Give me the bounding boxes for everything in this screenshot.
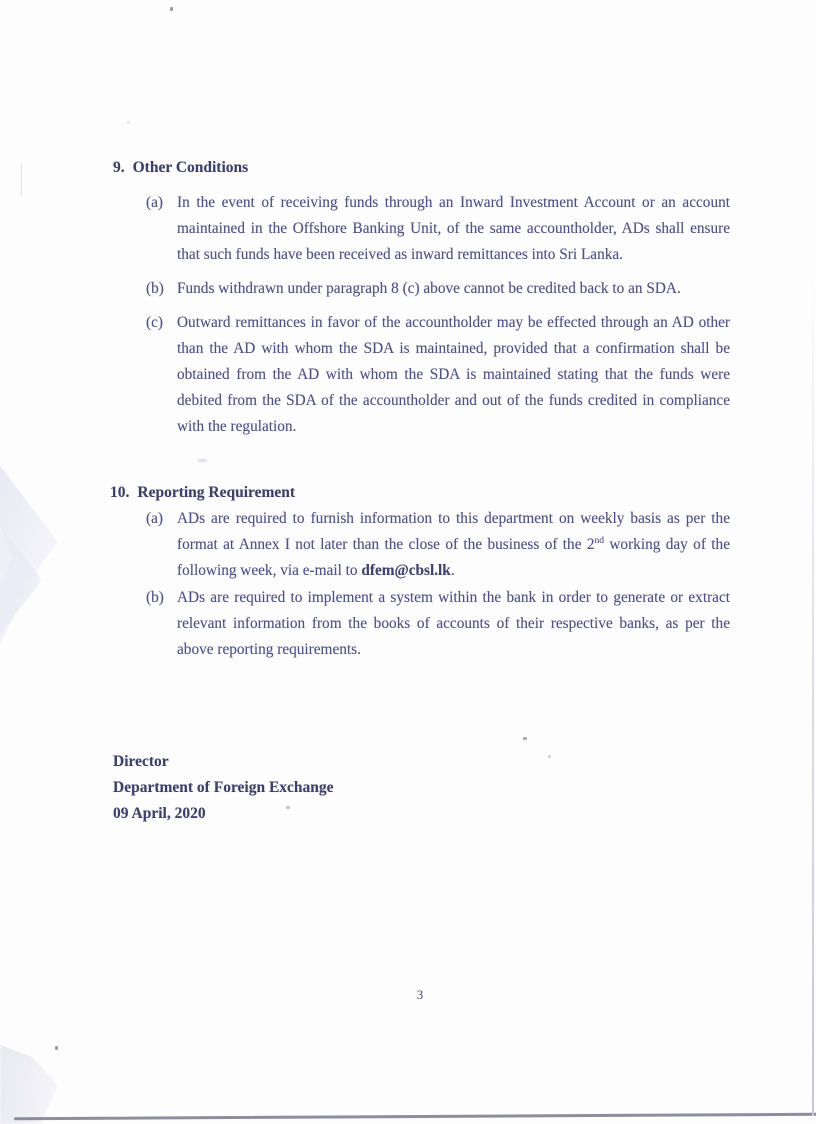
list-item-9b-text: Funds withdrawn under paragraph 8 (c) above cannot be credited back to an SDA. bbox=[177, 280, 681, 297]
scan-crease-artifact-inner bbox=[0, 520, 42, 640]
list-item-9b bbox=[146, 276, 730, 302]
list-item-9a-marker: (a) bbox=[146, 194, 163, 211]
scan-left-mark bbox=[21, 163, 22, 196]
list-item-9c-marker: (c) bbox=[146, 314, 163, 331]
section-10-number: 10. bbox=[110, 484, 130, 501]
scan-speck bbox=[523, 737, 527, 740]
list-item-10a bbox=[146, 506, 730, 584]
section-9-heading bbox=[113, 155, 248, 181]
list-item-10a-text-post: . bbox=[450, 562, 455, 579]
list-item-9c-text: Outward remittances in favor of the accountholder may be effected through an AD other than the AD with whom the SDA is maintained, provided that a confirmation shall be obtained from the AD with whom the SDA is maintained stating that the funds were debited from the SDA of the accountholder and out of the funds credited in compliance with the regulation. bbox=[177, 314, 730, 435]
list-item-10a-marker: (a) bbox=[146, 510, 163, 527]
signature-title: Director bbox=[113, 753, 169, 770]
list-item-10b bbox=[146, 585, 730, 663]
signature-date: 09 April, 2020 bbox=[113, 805, 206, 822]
list-item-9a bbox=[146, 190, 730, 268]
scan-speck bbox=[170, 7, 173, 11]
scan-page-edge-line bbox=[14, 1113, 816, 1120]
signature-block bbox=[113, 749, 334, 827]
ordinal-superscript: nd bbox=[594, 535, 605, 546]
list-item-10a-text-mid: working day of the following week, via e-mail to bbox=[177, 536, 730, 579]
list-item-10a-text-pre: ADs are required to furnish information to this department on weekly basis as per the format at Annex I not later than the close of the business of the 2 bbox=[177, 510, 730, 553]
scan-bottom-area bbox=[0, 1117, 816, 1124]
scan-corner-shadow bbox=[0, 1038, 58, 1124]
signature-department: Department of Foreign Exchange bbox=[113, 779, 334, 796]
list-item-9b-marker: (b) bbox=[146, 280, 164, 297]
section-9-number: 9. bbox=[113, 159, 125, 176]
scan-speck bbox=[198, 459, 207, 462]
section-10-heading bbox=[110, 480, 295, 506]
scan-crease-artifact bbox=[0, 458, 58, 658]
list-item-9a-text: In the event of receiving funds through an Inward Investment Account or an account maintained in the Offshore Banking Unit, of the same accountholder, ADs shall ensure that such funds have been received as inward remittances into Sri Lanka. bbox=[177, 194, 730, 263]
page-number: 3 bbox=[416, 987, 424, 1002]
scan-speck bbox=[548, 755, 551, 758]
list-item-9c bbox=[146, 310, 730, 440]
list-item-10b-text: ADs are required to implement a system within the bank in order to generate or extract relevant information from the books of accounts of their respective banks, as per the above reporting requirements. bbox=[177, 589, 730, 658]
email-address: dfem@cbsl.lk bbox=[361, 562, 451, 579]
list-item-10b-marker: (b) bbox=[146, 589, 164, 606]
section-10-title: Reporting Requirement bbox=[137, 484, 296, 501]
scan-speck bbox=[55, 1046, 58, 1050]
section-9-title: Other Conditions bbox=[132, 159, 249, 176]
scan-speck bbox=[127, 121, 130, 124]
